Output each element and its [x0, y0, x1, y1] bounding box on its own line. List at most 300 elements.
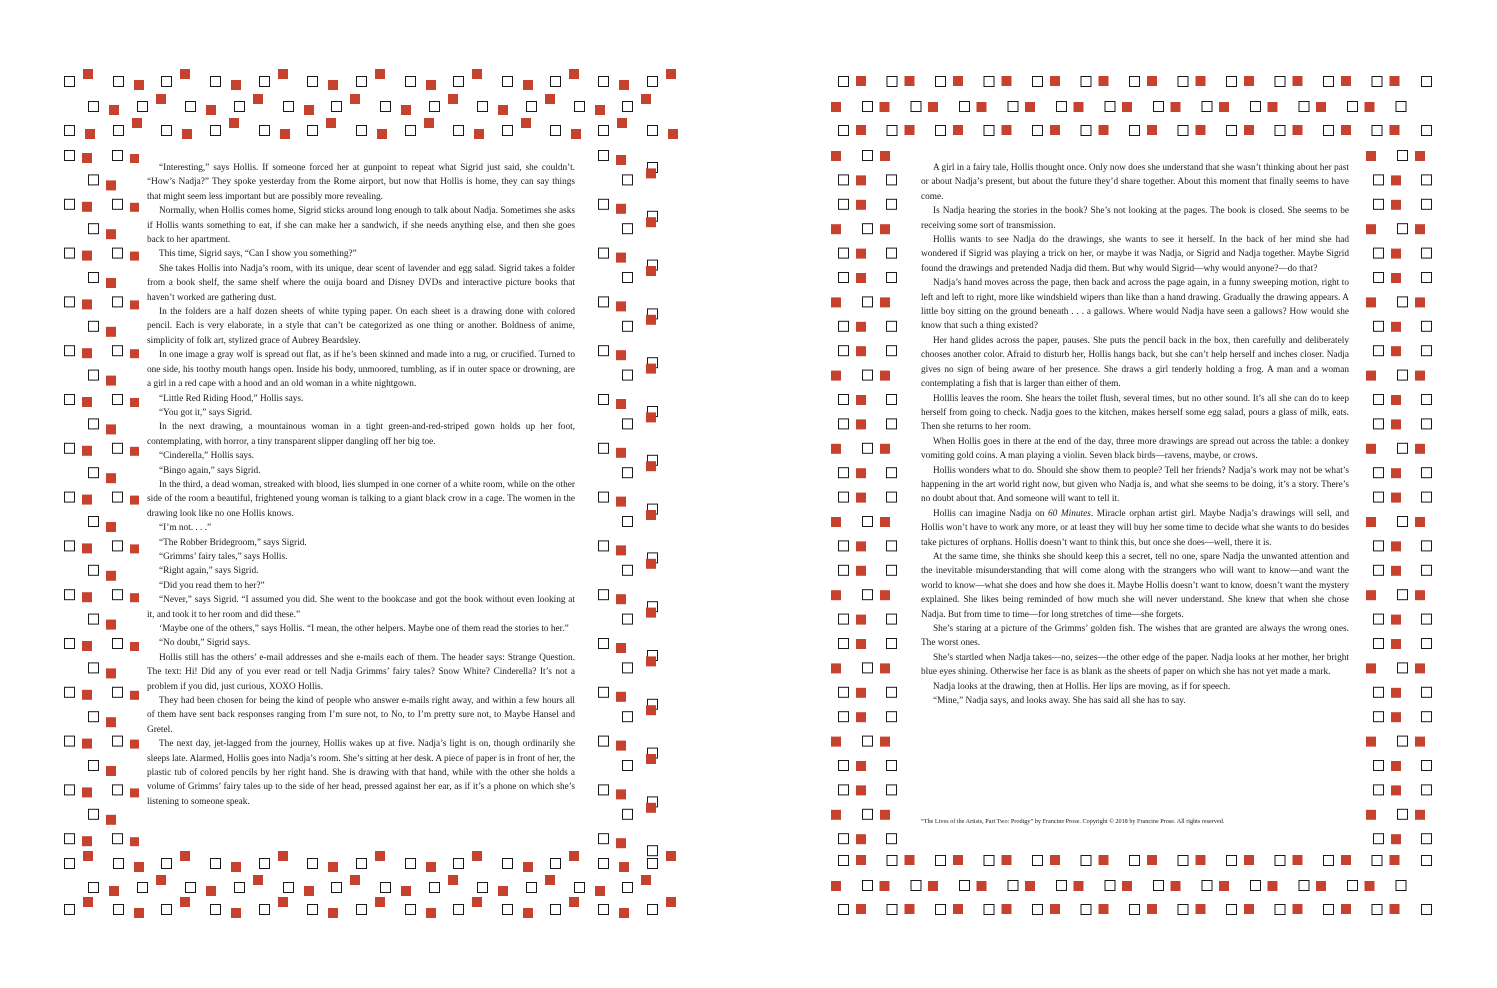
outline-square-icon: [1372, 126, 1382, 136]
paragraph: She’s staring at a picture of the Grimms’ golden fish. The wishes that are granted are always the wrong ones. The worst ones.: [921, 624, 1349, 649]
red-square-icon: [1099, 76, 1109, 86]
outline-square-icon: [1398, 151, 1408, 161]
outline-square-icon: [1398, 224, 1408, 234]
outline-square-icon: [863, 736, 873, 746]
red-square-icon: [1268, 881, 1278, 891]
red-square-icon: [831, 371, 841, 381]
outline-square-icon: [1422, 395, 1432, 405]
red-square-icon: [1391, 273, 1401, 283]
outline-square-icon: [863, 517, 873, 527]
red-square-icon: [953, 125, 963, 135]
red-square-icon: [1415, 663, 1425, 673]
red-square-icon: [1391, 346, 1401, 356]
outline-square-icon: [1374, 175, 1384, 185]
red-square-icon: [953, 855, 963, 865]
red-square-icon: [856, 125, 866, 135]
red-square-icon: [1391, 761, 1401, 771]
red-square-icon: [1391, 493, 1401, 503]
red-square-icon: [880, 151, 890, 161]
outline-square-icon: [1374, 273, 1384, 283]
outline-square-icon: [1396, 102, 1406, 112]
red-square-icon: [856, 175, 866, 185]
red-square-icon: [831, 881, 841, 891]
red-square-icon: [1293, 904, 1303, 914]
outline-square-icon: [1057, 881, 1067, 891]
outline-square-icon: [1374, 468, 1384, 478]
red-square-icon: [880, 881, 890, 891]
red-square-icon: [856, 493, 866, 503]
outline-square-icon: [1422, 639, 1432, 649]
paragraph: Is Nadja hearing the stories in the book? She’s not looking at the pages. The book is closed. She seems to be receiving some sort of transmission.: [921, 206, 1349, 231]
red-square-icon: [831, 810, 841, 820]
paragraph: “Did you read them to her?”: [159, 580, 265, 591]
red-square-icon: [1391, 468, 1401, 478]
outline-square-icon: [984, 856, 994, 866]
red-square-icon: [856, 419, 866, 429]
outline-square-icon: [887, 468, 897, 478]
red-square-icon: [1219, 102, 1229, 112]
outline-square-icon: [1081, 77, 1091, 87]
red-square-icon: [1122, 881, 1132, 891]
outline-square-icon: [1422, 856, 1432, 866]
paragraph: Nadja looks at the drawing, then at Hollis. Her lips are moving, as if for speech.: [933, 681, 1231, 692]
red-square-icon: [905, 125, 915, 135]
paragraph: This time, Sigrid says, “Can I show you something?”: [159, 249, 357, 260]
paragraph: Her hand glides across the paper, pauses. She puts the pencil back in the box, then carefully and deliberately chooses another color. Afraid to disturb her, Hollis hangs back, but she can’t help herself and inches closer. Nadja gives no sign of being aware of her presence. She draws a girl tenderly holding a frog. A man and a woman contemplating a fish that is larger than either of them.: [921, 335, 1349, 390]
red-square-icon: [1244, 76, 1254, 86]
outline-square-icon: [839, 395, 849, 405]
red-square-icon: [1293, 855, 1303, 865]
red-square-icon: [1415, 590, 1425, 600]
red-square-icon: [1147, 904, 1157, 914]
red-square-icon: [1391, 395, 1401, 405]
paragraph: “Interesting,” says Hollis. If someone forced her at gunpoint to repeat what Sigrid just said, she couldn’t. “How’s Nadja?” They spoke yesterday from the Rome airport, but now that Hollis is home, they can say things that might seem less important but are possibly more revealing.: [147, 163, 575, 202]
outline-square-icon: [1422, 468, 1432, 478]
outline-square-icon: [1227, 856, 1237, 866]
red-square-icon: [1415, 444, 1425, 454]
red-square-icon: [1391, 249, 1401, 259]
red-square-icon: [1390, 855, 1400, 865]
red-square-icon: [1341, 125, 1351, 135]
red-square-icon: [928, 102, 938, 112]
outline-square-icon: [960, 102, 970, 112]
paragraph: Hollis wants to see Nadja do the drawings, she wants to see it herself. In the back of her mind she had wondered if Sigrid was playing a trick on her, or maybe it was Nadja, or Sigrid and Nadja together. Maybe Sigrid found the drawings and pretended Nadja did them. But why would Sigrid—why would anyone?—do that?: [921, 235, 1349, 274]
outline-square-icon: [1372, 856, 1382, 866]
red-square-icon: [1365, 881, 1375, 891]
red-square-icon: [977, 102, 987, 112]
red-square-icon: [1002, 76, 1012, 86]
red-square-icon: [856, 76, 866, 86]
outline-square-icon: [1202, 881, 1212, 891]
paragraph: “Mine,” Nadja says, and looks away. She has said all she has to say.: [933, 696, 1186, 707]
red-square-icon: [856, 566, 866, 576]
red-square-icon: [856, 834, 866, 844]
left-page-text: [147, 161, 575, 809]
outline-square-icon: [1299, 102, 1309, 112]
paragraph: “Grimms’ fairy tales,” says Hollis.: [159, 551, 288, 562]
outline-square-icon: [839, 639, 849, 649]
outline-square-icon: [887, 639, 897, 649]
outline-square-icon: [1178, 905, 1188, 915]
red-square-icon: [1415, 224, 1425, 234]
outline-square-icon: [1008, 881, 1018, 891]
red-square-icon: [1002, 904, 1012, 914]
paragraph: She’s startled when Nadja takes—no, seizes—the other edge of the paper. Nadja looks at her mother, her bright blue eyes shining. Otherwise her face is as blank as the sheets of paper on which she has not yet made a mark.: [921, 652, 1349, 678]
outline-square-icon: [1202, 102, 1212, 112]
red-square-icon: [1391, 688, 1401, 698]
red-square-icon: [1391, 200, 1401, 210]
red-square-icon: [880, 663, 890, 673]
red-square-icon: [1415, 297, 1425, 307]
red-square-icon: [1244, 125, 1254, 135]
red-square-icon: [1366, 371, 1376, 381]
outline-square-icon: [1033, 126, 1043, 136]
red-square-icon: [1244, 855, 1254, 865]
red-square-icon: [1366, 224, 1376, 234]
red-square-icon: [1002, 855, 1012, 865]
outline-square-icon: [1178, 856, 1188, 866]
outline-square-icon: [839, 346, 849, 356]
outline-square-icon: [1275, 856, 1285, 866]
outline-square-icon: [1374, 785, 1384, 795]
paragraph-text: . Miracle orphan artist girl. Maybe Nadja’s drawings will sell, and Hollis won’t have to work any more, or at least they will buy her some time to decide what she wants to do besides take pictures of orphans. Hollis doesn’t want to think this, but once she does—well, there it is.: [921, 508, 1349, 548]
red-square-icon: [856, 904, 866, 914]
red-square-icon: [1147, 76, 1157, 86]
outline-square-icon: [1398, 809, 1408, 819]
outline-square-icon: [1275, 77, 1285, 87]
outline-square-icon: [863, 443, 873, 453]
red-square-icon: [1390, 125, 1400, 135]
paragraph: “Never,” says Sigrid. “I assumed you did. She went to the bookcase and got the book without even looking at it, and took it to her room and did these.”: [147, 595, 575, 620]
red-square-icon: [831, 517, 841, 527]
outline-square-icon: [1154, 881, 1164, 891]
paragraph: “I’m not. . . .”: [159, 523, 212, 534]
outline-square-icon: [887, 273, 897, 283]
outline-square-icon: [1374, 395, 1384, 405]
outline-square-icon: [1398, 736, 1408, 746]
outline-square-icon: [887, 126, 897, 136]
red-square-icon: [1366, 297, 1376, 307]
outline-square-icon: [1130, 126, 1140, 136]
red-square-icon: [1147, 855, 1157, 865]
outline-square-icon: [887, 834, 897, 844]
red-square-icon: [953, 904, 963, 914]
outline-square-icon: [863, 881, 873, 891]
red-square-icon: [1391, 566, 1401, 576]
outline-square-icon: [1033, 77, 1043, 87]
red-square-icon: [856, 273, 866, 283]
outline-square-icon: [911, 881, 921, 891]
paragraph: When Hollis goes in there at the end of the day, three more drawings are spread out across the table: a donkey vomiting gold coins. A man playing a violin. Seven black birds—ravens, maybe, or crows.: [921, 436, 1349, 462]
outline-square-icon: [1422, 687, 1432, 697]
outline-square-icon: [863, 370, 873, 380]
outline-square-icon: [1422, 834, 1432, 844]
outline-square-icon: [863, 102, 873, 112]
red-square-icon: [1099, 125, 1109, 135]
outline-square-icon: [839, 856, 849, 866]
outline-square-icon: [887, 395, 897, 405]
red-square-icon: [856, 785, 866, 795]
outline-square-icon: [936, 77, 946, 87]
red-square-icon: [1391, 175, 1401, 185]
outline-square-icon: [887, 614, 897, 624]
red-square-icon: [1415, 517, 1425, 527]
red-square-icon: [1366, 737, 1376, 747]
outline-square-icon: [1374, 834, 1384, 844]
red-square-icon: [1099, 904, 1109, 914]
red-square-icon: [1366, 444, 1376, 454]
red-square-icon: [1366, 810, 1376, 820]
outline-square-icon: [1251, 102, 1261, 112]
red-square-icon: [1196, 904, 1206, 914]
red-square-icon: [1391, 615, 1401, 625]
outline-square-icon: [839, 712, 849, 722]
red-square-icon: [880, 517, 890, 527]
paragraph: Nadja’s hand moves across the page, then back and across the page again, in a funny sweeping motion, right to left and left to right, more like windshield wipers than like than a hand drawing. Gradually the drawing appears. A little boy sitting on the ground beneath . . . a gallows. Where would Nadja have seen a gallows? How would she know that such a thing existed?: [921, 278, 1349, 332]
red-square-icon: [1171, 881, 1181, 891]
red-square-icon: [905, 855, 915, 865]
outline-square-icon: [1081, 126, 1091, 136]
red-square-icon: [905, 76, 915, 86]
outline-square-icon: [1398, 370, 1408, 380]
outline-square-icon: [839, 614, 849, 624]
outline-square-icon: [1374, 199, 1384, 209]
outline-square-icon: [1398, 663, 1408, 673]
red-square-icon: [1196, 125, 1206, 135]
outline-square-icon: [1422, 126, 1432, 136]
red-square-icon: [1391, 419, 1401, 429]
outline-square-icon: [1374, 565, 1384, 575]
red-square-icon: [1050, 125, 1060, 135]
red-square-icon: [880, 444, 890, 454]
outline-square-icon: [1422, 712, 1432, 722]
outline-square-icon: [1422, 541, 1432, 551]
outline-square-icon: [1105, 881, 1115, 891]
outline-square-icon: [1033, 856, 1043, 866]
red-square-icon: [856, 249, 866, 259]
red-square-icon: [953, 76, 963, 86]
red-square-icon: [1415, 151, 1425, 161]
outline-square-icon: [887, 321, 897, 331]
red-square-icon: [856, 541, 866, 551]
outline-square-icon: [1398, 297, 1408, 307]
outline-square-icon: [1008, 102, 1018, 112]
red-square-icon: [1365, 102, 1375, 112]
outline-square-icon: [839, 565, 849, 575]
outline-square-icon: [887, 346, 897, 356]
red-square-icon: [1099, 855, 1109, 865]
paragraph: They had been chosen for being the kind of people who answer e-mails right away, and within a few hours all of them have sent back responses ranging from I’m sure not, to No, to I’m pretty sure not, to Maybe Hansel and Gretel.: [147, 696, 575, 735]
outline-square-icon: [1422, 273, 1432, 283]
red-square-icon: [1415, 810, 1425, 820]
outline-square-icon: [1227, 77, 1237, 87]
red-square-icon: [831, 102, 841, 112]
outline-square-icon: [887, 248, 897, 258]
paragraph: “Cinderella,” Hollis says.: [159, 451, 255, 462]
red-square-icon: [1122, 102, 1132, 112]
red-square-icon: [1390, 76, 1400, 86]
paragraph: “Bingo again,” says Sigrid.: [159, 465, 261, 476]
outline-square-icon: [1227, 126, 1237, 136]
outline-square-icon: [863, 151, 873, 161]
red-square-icon: [1366, 517, 1376, 527]
outline-square-icon: [1398, 517, 1408, 527]
outline-square-icon: [1081, 905, 1091, 915]
red-square-icon: [856, 468, 866, 478]
outline-square-icon: [887, 687, 897, 697]
outline-square-icon: [1422, 905, 1432, 915]
red-square-icon: [1341, 855, 1351, 865]
outline-square-icon: [1422, 565, 1432, 575]
tv-show-title: 60 Minutes: [1048, 508, 1091, 519]
red-square-icon: [1074, 102, 1084, 112]
paragraph: At the same time, she thinks she should keep this a secret, tell no one, spare Nadja the unwanted attention and the inevitable misunderstanding that will come along with the strangers who will want to know—and want the world to know—what she does and how she does it. Maybe Hollis doesn’t want to know, doesn’t want the mystery explained. She likes being reminded of how much she will never understand. She knew that when she chose Nadja. But from time to time—for long stretches of time—she forgets.: [921, 551, 1349, 620]
outline-square-icon: [1227, 905, 1237, 915]
outline-square-icon: [1275, 126, 1285, 136]
red-square-icon: [1391, 639, 1401, 649]
paragraph: In the folders are a half dozen sheets of white typing paper. On each sheet is a drawing done with colored pencil. Each is very elaborate, in a style that can’t be categorized as one thing or another. Boldness of anime, simplicity of folk art, stylized grace of Aubrey Beardsley.: [147, 307, 575, 346]
outline-square-icon: [839, 126, 849, 136]
red-square-icon: [880, 590, 890, 600]
outline-square-icon: [839, 248, 849, 258]
red-square-icon: [880, 810, 890, 820]
red-square-icon: [1391, 712, 1401, 722]
red-square-icon: [1293, 125, 1303, 135]
outline-square-icon: [936, 126, 946, 136]
outline-square-icon: [1372, 77, 1382, 87]
red-square-icon: [831, 151, 841, 161]
outline-square-icon: [1348, 102, 1358, 112]
outline-square-icon: [1398, 590, 1408, 600]
outline-square-icon: [1324, 126, 1334, 136]
outline-square-icon: [839, 687, 849, 697]
outline-square-icon: [1422, 614, 1432, 624]
outline-square-icon: [1422, 248, 1432, 258]
outline-square-icon: [839, 77, 849, 87]
paragraph: In one image a gray wolf is spread out flat, as if he’s been skinned and made into a rug, or crucified. Turned to one side, his toothy mouth hangs open. Inside his body, unmoored, tumbling, as if in outer space or drowning, are a girl in a red cape with a hood and an old woman in a white nightgown.: [147, 350, 575, 390]
outline-square-icon: [1081, 856, 1091, 866]
red-square-icon: [1244, 904, 1254, 914]
outline-square-icon: [1324, 905, 1334, 915]
outline-square-icon: [1324, 856, 1334, 866]
red-square-icon: [856, 761, 866, 771]
outline-square-icon: [1422, 199, 1432, 209]
red-square-icon: [1391, 322, 1401, 332]
outline-square-icon: [1130, 856, 1140, 866]
outline-square-icon: [1374, 248, 1384, 258]
red-square-icon: [856, 712, 866, 722]
outline-square-icon: [887, 785, 897, 795]
paragraph: The next day, jet-lagged from the journey, Hollis wakes up at five. Nadja’s light is on, though ordinarily she sleeps late. Alarmed, Hollis goes into Nadja’s room. She’s sitting at her desk. A piece of paper is in front of her, the plastic tub of colored pencils by her right hand. She is drawing with that hand, while with the other she holds a volume of Grimms’ fairy tales up to the side of her head, pressed against her ear, as if it’s a phone on which she’s listening to someone speak.: [147, 739, 575, 807]
outline-square-icon: [839, 541, 849, 551]
outline-square-icon: [1275, 905, 1285, 915]
paragraph: “No doubt,” Sigrid says.: [159, 638, 251, 649]
red-square-icon: [905, 904, 915, 914]
right-page-paragraphs-first: [921, 161, 1349, 507]
red-square-icon: [831, 663, 841, 673]
outline-square-icon: [1422, 419, 1432, 429]
outline-square-icon: [984, 126, 994, 136]
red-square-icon: [856, 200, 866, 210]
outline-square-icon: [1178, 126, 1188, 136]
red-square-icon: [831, 444, 841, 454]
red-square-icon: [1415, 371, 1425, 381]
red-square-icon: [1390, 904, 1400, 914]
red-square-icon: [856, 322, 866, 332]
red-square-icon: [1050, 855, 1060, 865]
outline-square-icon: [887, 419, 897, 429]
outline-square-icon: [1057, 102, 1067, 112]
red-square-icon: [856, 346, 866, 356]
outline-square-icon: [839, 321, 849, 331]
red-square-icon: [1391, 785, 1401, 795]
outline-square-icon: [1422, 761, 1432, 771]
paragraph-text: Hollis can imagine Nadja on: [933, 508, 1048, 519]
red-square-icon: [880, 224, 890, 234]
red-square-icon: [1391, 834, 1401, 844]
red-square-icon: [1147, 125, 1157, 135]
outline-square-icon: [887, 175, 897, 185]
red-square-icon: [1050, 904, 1060, 914]
outline-square-icon: [911, 102, 921, 112]
outline-square-icon: [887, 541, 897, 551]
outline-square-icon: [863, 663, 873, 673]
outline-square-icon: [887, 565, 897, 575]
outline-square-icon: [936, 856, 946, 866]
paragraph: Normally, when Hollis comes home, Sigrid sticks around long enough to talk about Nadja. Sometimes she asks if Hollis wants something to eat, if she can make her a sandwich, if she needs anything else, and then she goes back to her apartment.: [147, 206, 575, 246]
red-square-icon: [880, 102, 890, 112]
outline-square-icon: [839, 834, 849, 844]
paragraph: A girl in a fairy tale, Hollis thought once. Only now does she understand that she wasn’t thinking about her past or about Nadja’s present, but about the future they’d share together. About this moment that finally seems to have come.: [921, 163, 1349, 202]
paragraph-60-minutes: [921, 507, 1349, 550]
outline-square-icon: [839, 492, 849, 502]
outline-square-icon: [839, 468, 849, 478]
red-square-icon: [831, 224, 841, 234]
outline-square-icon: [839, 419, 849, 429]
red-square-icon: [1025, 102, 1035, 112]
red-square-icon: [1268, 102, 1278, 112]
outline-square-icon: [1374, 321, 1384, 331]
red-square-icon: [1074, 881, 1084, 891]
red-square-icon: [1341, 76, 1351, 86]
red-square-icon: [1366, 151, 1376, 161]
paragraph: She takes Hollis into Nadja’s room, with its unique, dear scent of lavender and egg salad. Sigrid takes a folder from a book shelf, the same shelf where the ouija board and Disney DVDs and interactive picture books that haven’t worked are gathering dust.: [147, 263, 575, 303]
outline-square-icon: [1374, 761, 1384, 771]
copyright-credit: “The Lives of the Artists, Part Two: Prodigy” by Francine Prose. Copyright © 2018 by Francine Prose. All rights reserved.: [921, 818, 1225, 825]
paragraph: “Little Red Riding Hood,” Hollis says.: [159, 393, 304, 404]
red-square-icon: [1316, 881, 1326, 891]
outline-square-icon: [887, 77, 897, 87]
outline-square-icon: [839, 199, 849, 209]
outline-square-icon: [1422, 321, 1432, 331]
right-page-paragraphs-last: [921, 550, 1349, 708]
outline-square-icon: [1348, 881, 1358, 891]
red-square-icon: [856, 688, 866, 698]
outline-square-icon: [1299, 881, 1309, 891]
outline-square-icon: [1422, 492, 1432, 502]
red-square-icon: [928, 881, 938, 891]
outline-square-icon: [1374, 492, 1384, 502]
outline-square-icon: [1324, 77, 1334, 87]
red-square-icon: [1415, 737, 1425, 747]
red-square-icon: [1196, 76, 1206, 86]
outline-square-icon: [1422, 346, 1432, 356]
outline-square-icon: [1105, 102, 1115, 112]
outline-square-icon: [839, 273, 849, 283]
red-square-icon: [1341, 904, 1351, 914]
red-square-icon: [1293, 76, 1303, 86]
red-square-icon: [831, 297, 841, 307]
